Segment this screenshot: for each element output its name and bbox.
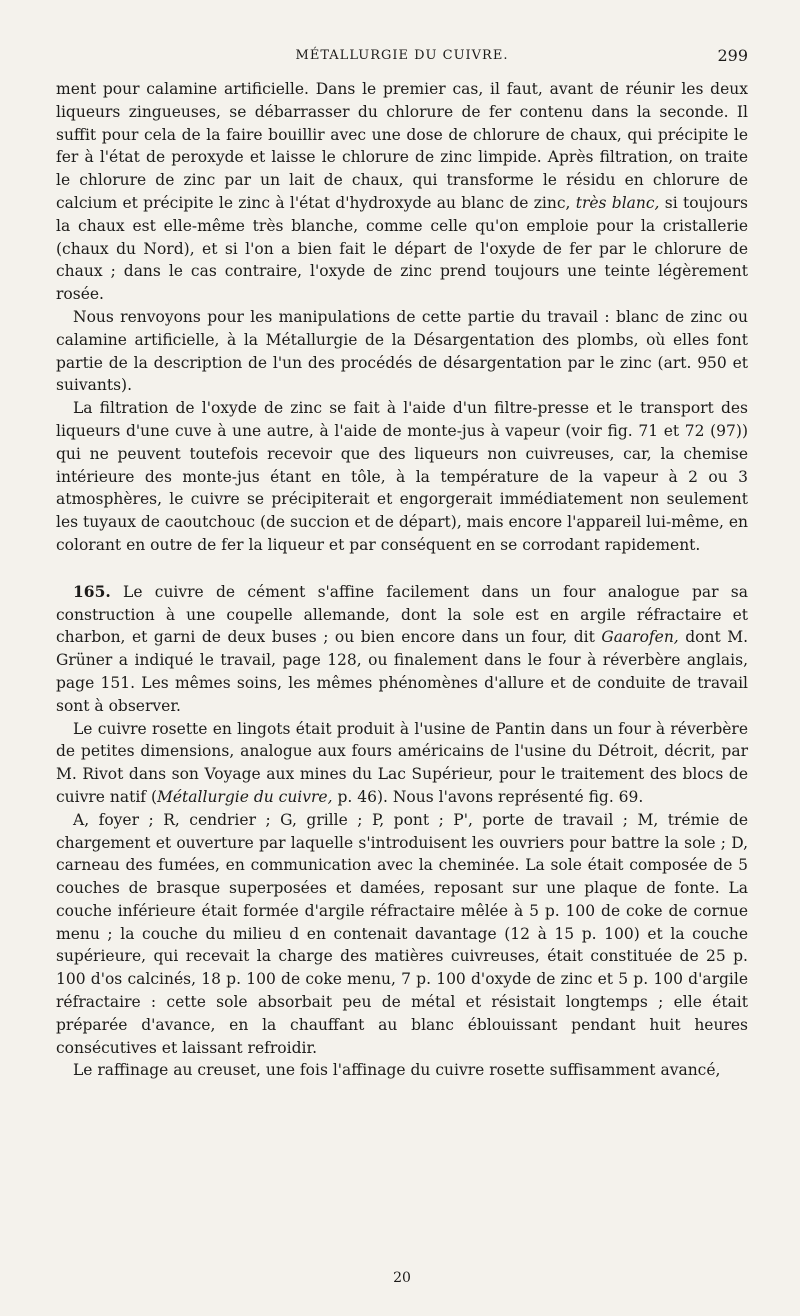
paragraph-3: La filtration de l'oxyde de zinc se fait à l'aide d'un filtre-presse et le transport des liqueurs d'une cuve à une autre, à l'aide de monte-jus à vapeur (voir fig. 71 et 72 (97)) qui ne peuvent toutefois recevoir que des liqueurs non cuivreuses, car, la chemise intérieure des monte-jus étant en tôle, à la température de la vapeur à 2 ou 3 atmosphères, le cuivre se précipiterait et engorgerait immédiatement non seulement les tuyaux de caoutchouc (de succion et de départ), mais encore l'appareil lui-même, en colorant en outre de fer la liqueur et par conséquent en se corrodant rapidement. [56, 399, 748, 554]
paragraph-1: ment pour calamine artificielle. Dans le premier cas, il faut, avant de réunir les deux liqueurs zingueuses, se débarrasser du chlorure de fer contenu dans la seconde. Il suffit pour cela de la faire bouillir avec une dose de chlorure de chaux, qui précipite le fer à l'état de peroxyde et laisse le chlorure de zinc limpide. Après filtration, on traite le chlorure de zinc par un lait de chaux, qui transforme le résidu en chlorure de calcium et précipite le zinc à l'état d'hydroxyde au blanc de zinc, très blanc, si toujours la chaux est elle-même très blanche, comme celle qu'on emploie pour la cristallerie (chaux du Nord), et si l'on a bien fait le départ de l'oxyde de fer par le chlorure de chaux ; dans le cas contraire, l'oxyde de zinc prend toujours une teinte légèrement rosée. [56, 80, 748, 304]
page-header [56, 44, 748, 78]
paragraph-6: A, foyer ; R, cendrier ; G, grille ; P, pont ; P', porte de travail ; M, trémie de chargement et ouverture par laquelle s'introduisent les ouvriers pour battre la sole ; D, carneau des fumées, en communication avec la cheminée. La sole était composée de 5 couches de brasque superposées et damées, reposant sur une plaque de fonte. La couche inférieure était formée d'argile réfractaire mêlée à 5 p. 100 de coke de cornue menu ; la couche du milieu d en contenait davantage (12 à 15 p. 100) et la couche supérieure, qui recevait la charge des matières cuivreuses, était constituée de 25 p. 100 d'os calcinés, 18 p. 100 de coke menu, 7 p. 100 d'oxyde de zinc et 5 p. 100 d'argile réfractaire : cette sole absorbait peu de métal et résistait longtemps ; elle était préparée d'avance, en la chauffant au blanc éblouissant pendant huit heures consécutives et laissant refroidir. [56, 810, 748, 1057]
body-text [56, 78, 748, 1082]
section-number: 165. [73, 581, 111, 601]
running-head: MÉTALLURGIE DU CUIVRE. [295, 48, 509, 63]
signature-mark: 20 [393, 1270, 411, 1286]
page-number: 299 [717, 46, 748, 65]
document-page [56, 44, 748, 1304]
paragraph-4: 165. Le cuivre de cément s'affine facilement dans un four analogue par sa construction à une coupelle allemande, dont la sole est en argile réfractaire et charbon, et garni de deux buses ; ou bien encore dans un four, dit Gaarofen, dont M. Grüner a indiqué le travail, page 128, ou finalement dans le four à réverbère anglais, page 151. Les mêmes soins, les mêmes phénomènes d'allure et de conduite de travail sont à observer. [56, 581, 748, 715]
paragraph-7: Le raffinage au creuset, une fois l'affinage du cuivre rosette suffisamment avancé, [73, 1061, 721, 1080]
paragraph-5: Le cuivre rosette en lingots était produit à l'usine de Pantin dans un four à réverbère de petites dimensions, analogue aux fours américains de l'usine du Détroit, décrit, par M. Rivot dans son Voyage aux mines du Lac Supérieur, pour le traitement des blocs de cuivre natif (Métallurgie du cuivre, p. 46). Nous l'avons représenté fig. 69. [56, 719, 748, 806]
paragraph-2: Nous renvoyons pour les manipulations de cette partie du travail : blanc de zinc ou calamine artificielle, à la Métallurgie de la Désargentation des plombs, où elles font partie de la description de l'un des procédés de désargentation par le zinc (art. 950 et suivants). [56, 307, 748, 395]
